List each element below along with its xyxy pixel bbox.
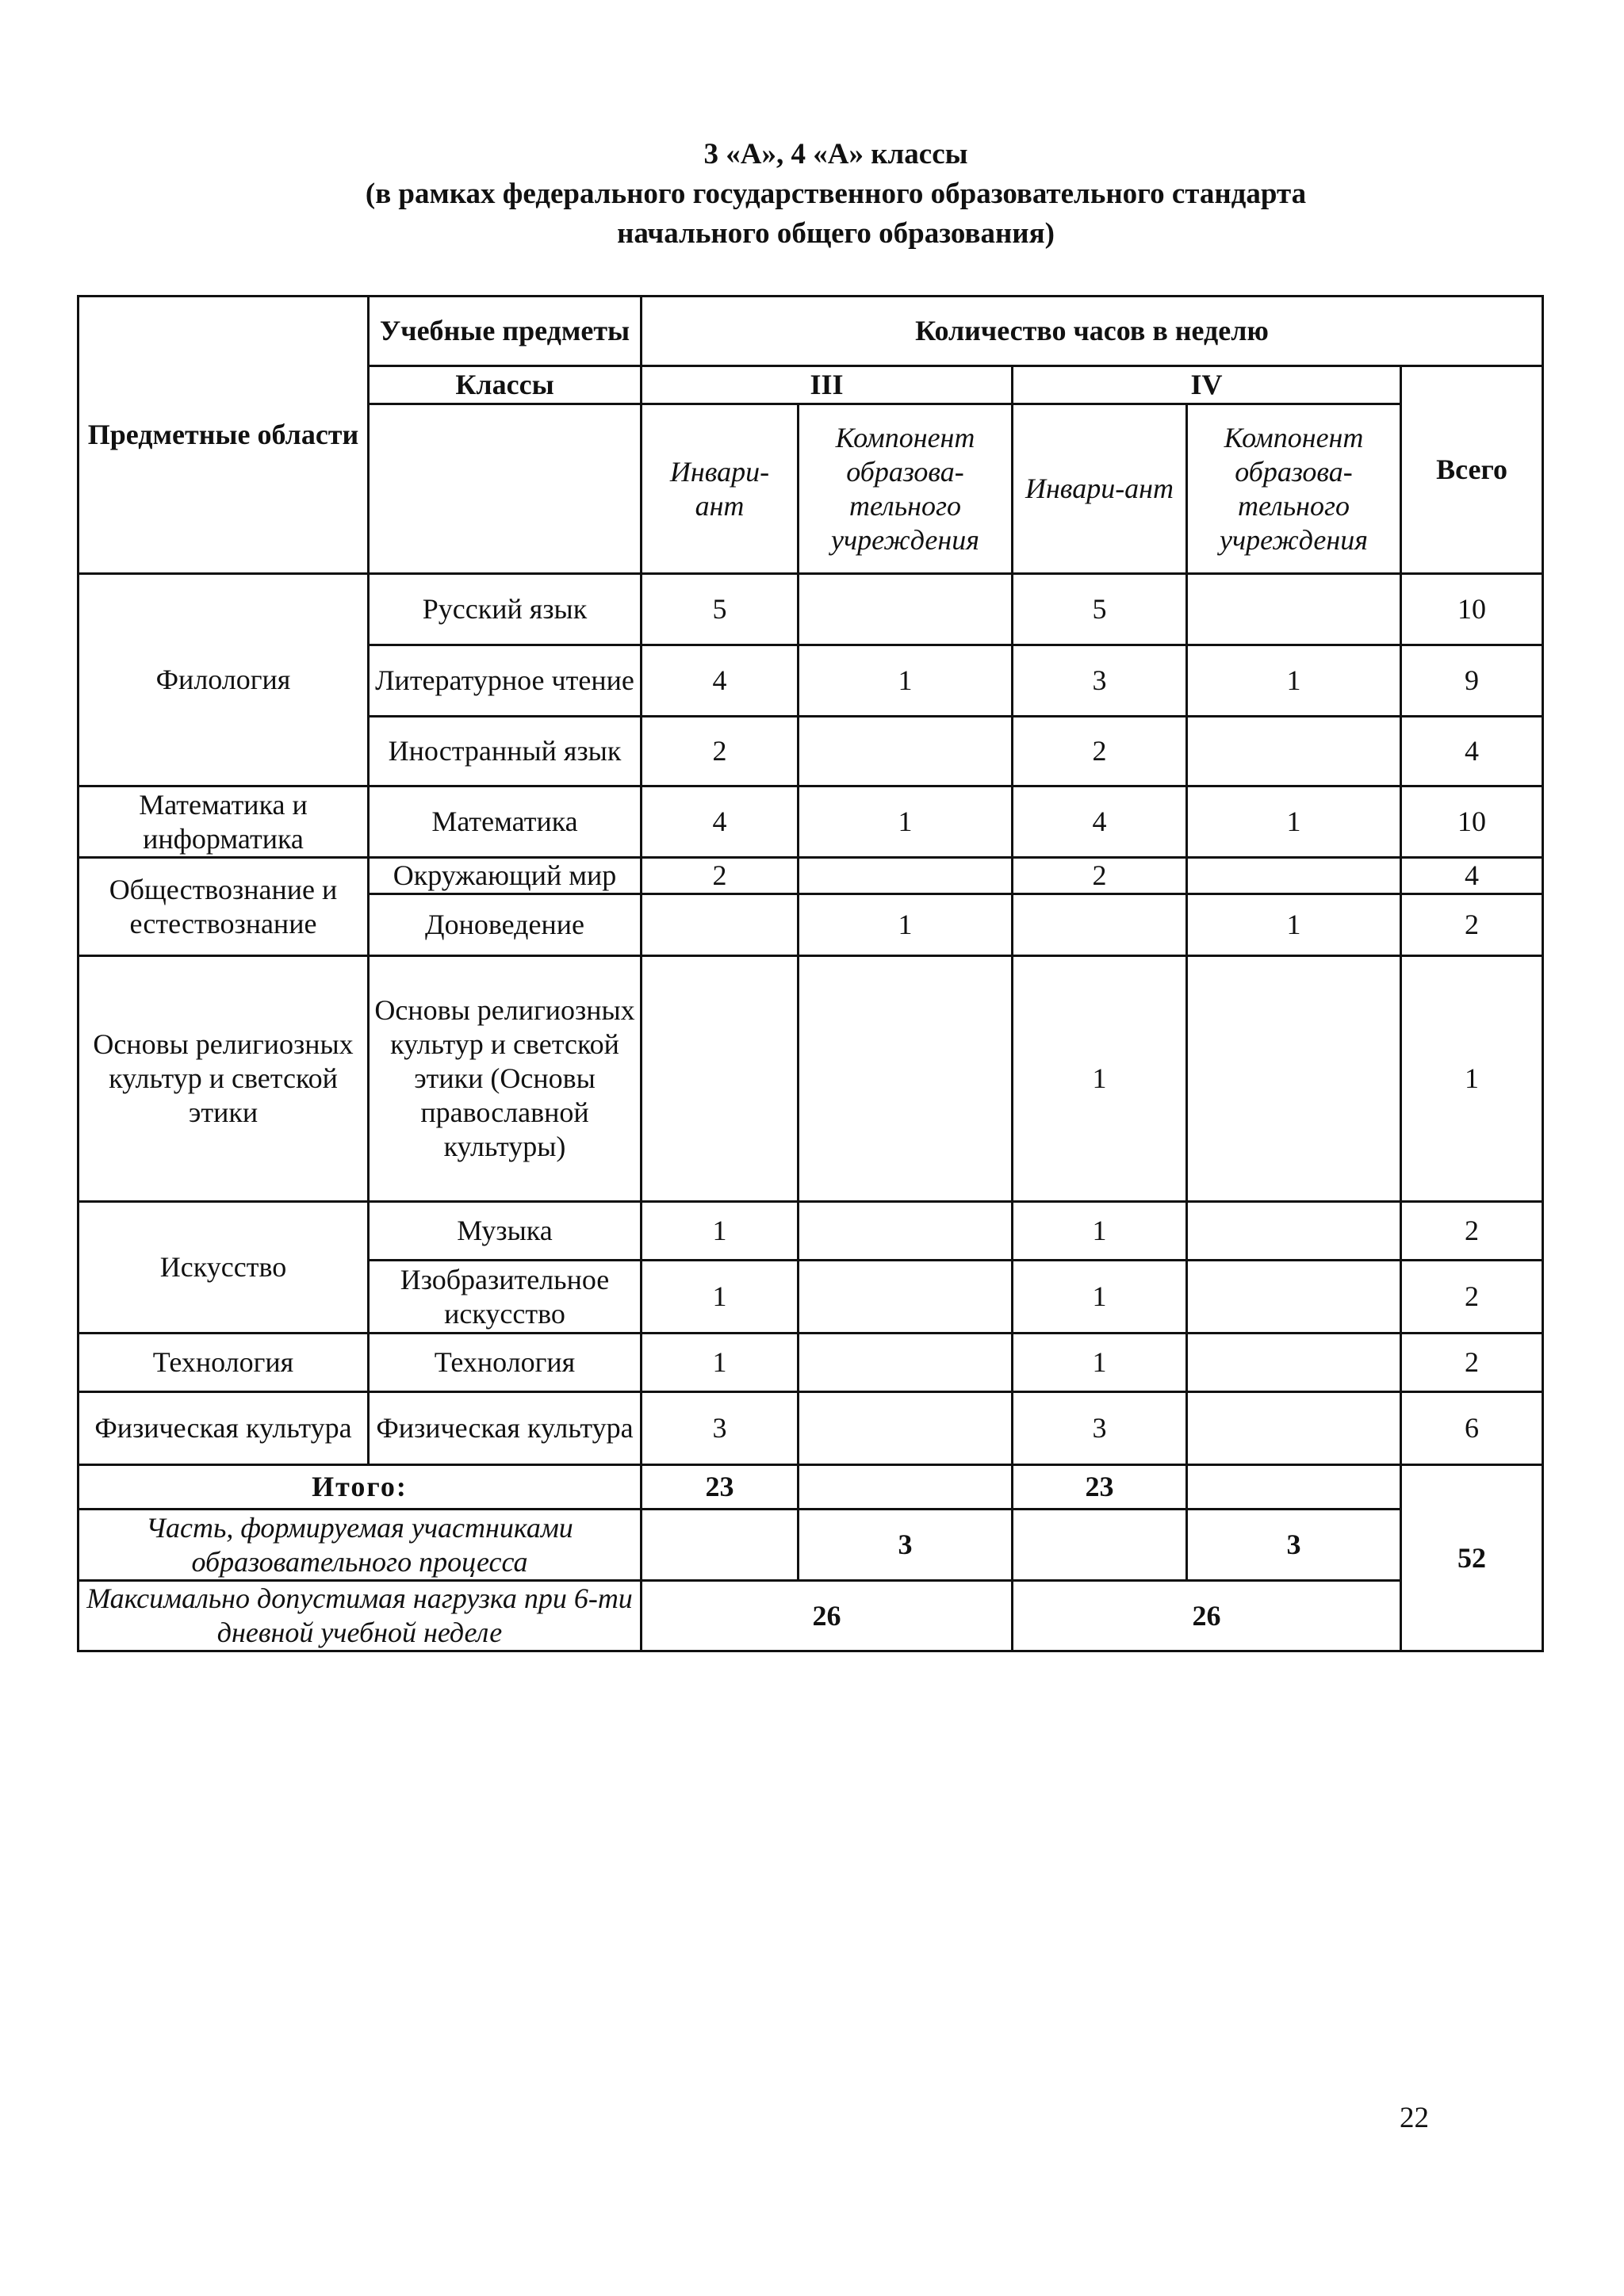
participants-g3-invariant-empty bbox=[642, 1510, 799, 1581]
grand-total: 52 bbox=[1401, 1465, 1543, 1651]
g4-invariant-cell bbox=[1013, 894, 1187, 956]
g4-invariant-cell: 1 bbox=[1013, 1202, 1187, 1261]
g4-invariant-cell: 5 bbox=[1013, 574, 1187, 645]
g3-invariant-cell: 1 bbox=[642, 1261, 799, 1334]
header-g3-invariant: Инвари-ант bbox=[642, 404, 799, 574]
table-row bbox=[79, 858, 1543, 894]
g4-component-cell bbox=[1187, 1334, 1401, 1392]
total-cell: 1 bbox=[1401, 956, 1543, 1202]
g4-invariant-cell: 1 bbox=[1013, 1261, 1187, 1334]
total-cell: 2 bbox=[1401, 1261, 1543, 1334]
g3-component-cell bbox=[799, 574, 1013, 645]
document-title bbox=[0, 135, 1624, 254]
g4-component-cell bbox=[1187, 574, 1401, 645]
total-cell: 2 bbox=[1401, 1334, 1543, 1392]
g4-invariant-cell: 2 bbox=[1013, 717, 1187, 786]
g4-invariant-cell: 2 bbox=[1013, 858, 1187, 894]
total-cell: 2 bbox=[1401, 894, 1543, 956]
g4-invariant-cell: 3 bbox=[1013, 1392, 1187, 1465]
g4-invariant-cell: 1 bbox=[1013, 1334, 1187, 1392]
g4-component-cell bbox=[1187, 1392, 1401, 1465]
total-cell: 9 bbox=[1401, 645, 1543, 717]
header-total: Всего bbox=[1401, 366, 1543, 574]
g4-component-cell bbox=[1187, 717, 1401, 786]
subject-cell: Основы религиозных культур и светской этики (Основы православной культуры) bbox=[369, 956, 642, 1202]
g3-invariant-cell: 4 bbox=[642, 645, 799, 717]
g3-invariant-cell: 3 bbox=[642, 1392, 799, 1465]
subject-cell: Доноведение bbox=[369, 894, 642, 956]
max-load-g3: 26 bbox=[642, 1581, 1013, 1651]
total-cell: 4 bbox=[1401, 858, 1543, 894]
subject-cell: Иностранный язык bbox=[369, 717, 642, 786]
g4-component-cell bbox=[1187, 1261, 1401, 1334]
g3-invariant-cell bbox=[642, 956, 799, 1202]
g3-invariant-cell: 4 bbox=[642, 786, 799, 858]
total-cell: 6 bbox=[1401, 1392, 1543, 1465]
area-cell: Физическая культура bbox=[79, 1392, 369, 1465]
subject-cell: Русский язык bbox=[369, 574, 642, 645]
table-row bbox=[79, 574, 1543, 645]
total-cell: 10 bbox=[1401, 574, 1543, 645]
area-cell: Математика и информатика bbox=[79, 786, 369, 858]
header-classes: Классы bbox=[369, 366, 642, 404]
header-g4-invariant: Инвари-ант bbox=[1013, 404, 1187, 574]
g4-component-cell bbox=[1187, 956, 1401, 1202]
title-line-2: (в рамках федерального государственного образовательного стандарта bbox=[365, 178, 1307, 210]
header-grade-4: IV bbox=[1013, 366, 1401, 404]
g4-component-cell: 1 bbox=[1187, 786, 1401, 858]
subject-cell: Музыка bbox=[369, 1202, 642, 1261]
table-row bbox=[79, 956, 1543, 1202]
area-cell: Филология bbox=[79, 574, 369, 786]
g3-component-cell bbox=[799, 858, 1013, 894]
participants-g4: 3 bbox=[1187, 1510, 1401, 1581]
area-cell: Технология bbox=[79, 1334, 369, 1392]
participants-row bbox=[79, 1510, 1543, 1581]
max-load-row bbox=[79, 1581, 1543, 1651]
subject-cell: Литературное чтение bbox=[369, 645, 642, 717]
curriculum-table bbox=[77, 295, 1544, 1652]
g4-component-cell bbox=[1187, 858, 1401, 894]
g3-component-cell bbox=[799, 1261, 1013, 1334]
g4-component-cell: 1 bbox=[1187, 894, 1401, 956]
page-number: 22 bbox=[1400, 2102, 1429, 2134]
participants-g4-invariant-empty bbox=[1013, 1510, 1187, 1581]
title-line-1: 3 «А», 4 «А» классы bbox=[703, 138, 968, 170]
g3-component-cell: 1 bbox=[799, 786, 1013, 858]
header-row-1 bbox=[79, 297, 1543, 366]
g4-component-cell bbox=[1187, 1202, 1401, 1261]
header-empty-cell bbox=[369, 404, 642, 574]
table-row bbox=[79, 1392, 1543, 1465]
g3-component-cell bbox=[799, 1392, 1013, 1465]
g3-invariant-cell: 2 bbox=[642, 717, 799, 786]
subject-cell: Технология bbox=[369, 1334, 642, 1392]
g4-invariant-cell: 1 bbox=[1013, 956, 1187, 1202]
g4-invariant-cell: 3 bbox=[1013, 645, 1187, 717]
header-subjects: Учебные предметы bbox=[369, 297, 642, 366]
max-load-g4: 26 bbox=[1013, 1581, 1401, 1651]
g3-invariant-cell: 2 bbox=[642, 858, 799, 894]
g3-component-cell: 1 bbox=[799, 894, 1013, 956]
g3-component-cell bbox=[799, 956, 1013, 1202]
g3-component-cell bbox=[799, 1202, 1013, 1261]
itogo-label: Итого: bbox=[79, 1465, 642, 1510]
g3-invariant-cell: 1 bbox=[642, 1334, 799, 1392]
g4-component-cell: 1 bbox=[1187, 645, 1401, 717]
title-line-3: начального общего образования) bbox=[617, 217, 1055, 250]
header-grade-3: III bbox=[642, 366, 1013, 404]
header-areas: Предметные области bbox=[79, 297, 369, 574]
participants-g3: 3 bbox=[799, 1510, 1013, 1581]
area-cell: Искусство bbox=[79, 1202, 369, 1334]
g3-component-cell bbox=[799, 717, 1013, 786]
g3-invariant-cell: 5 bbox=[642, 574, 799, 645]
itogo-g3: 23 bbox=[642, 1465, 799, 1510]
g3-component-cell bbox=[799, 1334, 1013, 1392]
subject-cell: Математика bbox=[369, 786, 642, 858]
max-load-label: Максимально допустимая нагрузка при 6-ти дневной учебной неделе bbox=[79, 1581, 642, 1651]
g4-invariant-cell: 4 bbox=[1013, 786, 1187, 858]
g3-invariant-cell: 1 bbox=[642, 1202, 799, 1261]
participants-label: Часть, формируемая участниками образовательного процесса bbox=[79, 1510, 642, 1581]
subject-cell: Изобразительное искусство bbox=[369, 1261, 642, 1334]
itogo-g4-component-empty bbox=[1187, 1465, 1401, 1510]
g3-component-cell: 1 bbox=[799, 645, 1013, 717]
itogo-row bbox=[79, 1465, 1543, 1510]
area-cell: Обществознание и естествознание bbox=[79, 858, 369, 956]
table-row bbox=[79, 1334, 1543, 1392]
header-hours-per-week: Количество часов в неделю bbox=[642, 297, 1543, 366]
area-cell: Основы религиозных культур и светской этики bbox=[79, 956, 369, 1202]
header-g3-component: Компонент образова-тельного учреждения bbox=[799, 404, 1013, 574]
total-cell: 4 bbox=[1401, 717, 1543, 786]
g3-invariant-cell bbox=[642, 894, 799, 956]
itogo-g4: 23 bbox=[1013, 1465, 1187, 1510]
subject-cell: Физическая культура bbox=[369, 1392, 642, 1465]
total-cell: 10 bbox=[1401, 786, 1543, 858]
subject-cell: Окружающий мир bbox=[369, 858, 642, 894]
table-row bbox=[79, 786, 1543, 858]
table-row bbox=[79, 1202, 1543, 1261]
header-g4-component: Компонент образова-тельного учреждения bbox=[1187, 404, 1401, 574]
total-cell: 2 bbox=[1401, 1202, 1543, 1261]
itogo-g3-component-empty bbox=[799, 1465, 1013, 1510]
